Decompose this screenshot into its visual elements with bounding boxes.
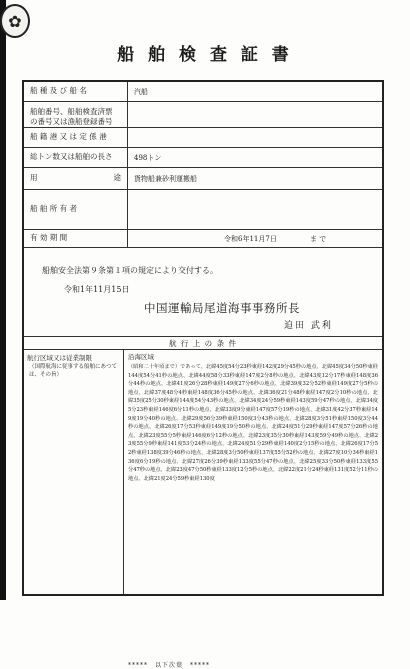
continued-marker: ***** 以下次葉 *****: [128, 662, 211, 669]
row-ship-number: [24, 102, 382, 128]
value-owner: [134, 190, 378, 229]
signer-name: 迫田 武利: [284, 321, 333, 331]
conditions-left-note: （国際航海に従事する船舶にあつては、その旨）: [29, 364, 118, 379]
label-use-left: 用: [30, 173, 38, 183]
conditions-right-cell: [128, 352, 378, 483]
row-use: [24, 168, 382, 190]
label-use: [24, 168, 128, 189]
validity-date: 令和6年11月7日: [224, 234, 277, 243]
row-validity: [24, 230, 382, 248]
conditions-header: [24, 336, 382, 350]
value-tonnage: 498トン: [134, 153, 162, 162]
certification-date: 令和1年11月15日: [64, 285, 130, 294]
row-owner: [24, 190, 382, 230]
scan-edge: [0, 0, 6, 600]
validity-until: ま で: [310, 234, 327, 243]
row-ship-name: [24, 82, 382, 102]
row-tonnage: [24, 148, 382, 168]
value-use: 貨物船兼砂利運搬船: [134, 174, 197, 183]
certification-text: 船舶安全法第９条第１項の規定により交付する。: [42, 266, 218, 275]
document-title: 船 舶 検 査 証 書: [117, 45, 293, 65]
label-ship-number-line1: 船舶番号、船舶検査済票: [30, 107, 113, 116]
row-home-port: [24, 128, 382, 148]
label-tonnage: 総トン数又は船舶の長さ: [24, 148, 128, 167]
label-home-port: 船 籍 港 又 は 定 係 港: [24, 128, 128, 147]
conditions-left-cell: [24, 350, 124, 594]
label-ship-name: 船 種 及 び 船 名: [24, 82, 128, 101]
conditions-title: 航 行 上 の 条 件: [169, 339, 237, 348]
value-ship-number: [134, 102, 378, 127]
label-ship-number: [24, 102, 128, 127]
navigation-area-text: （昭和二十年頃まで）であって、北緯45度54分23秒東経142度29分45秒の地点、北緯45度34分50秒東経144度54分41秒の地点、北緯44度58分33秒東経147度2分8秒の地点、北緯43度12分17秒東経148度36分44秒の地点、北緯41度26分28秒東経149度27分6秒の地点、北緯39度32分52秒東経149度27分5秒の地点、北緯37度48分4秒東経148度36分45秒の地点、北緯36度21分48秒東経147度2分10秒の地点、北緯35度25分30秒東経144度54分43秒の地点、北緯34度24分59秒東経143度59分47秒の地点、北緯34度5分23秒東経146度6分11秒の地点、北緯33度9分東経147度57分19秒の地点、北緯31度42分37秒東経149度19分40秒の地点、北緯29度56分39秒東経150度3分43秒の地点、北緯28度3分51秒東経150度3分44秒の地点、北緯26度17分53秒東経149度19分50秒の地点、北緯24度51分29秒東経147度57分26秒の地点、北緯23度55分5秒東経146度6分12秒の地点、北緯23度35分30秒東経143度59分49秒の地点、北緯23度55分9秒東経141度53分24秒の地点、北緯24度51分29秒東経140度2分15秒の地点、北緯26度17分52秒東経138度39分46秒の地点、北緯28度3分50秒東経137度55分52秒の地点、北緯27度10分34秒東経136度6分19秒の地点、北緯27度26分39秒東経133度55分47秒の地点、北緯25度33分50秒東経133度55分47秒の地点、北緯23度47分50秒東経133度12分5秒の地点、北緯22度21分24秒東経131度52分11秒の地点、北緯21度24分59秒東経130度: [128, 364, 378, 482]
certificate-table: [22, 80, 384, 669]
label-validity: 有 効 期 間: [24, 230, 128, 247]
navigation-area-title: 沿海区域: [128, 353, 154, 361]
value-ship-name: 汽船: [134, 87, 148, 96]
value-home-port: [134, 128, 378, 147]
label-ship-number-line2: の番号又は漁船登録番号: [30, 117, 113, 127]
label-use-right: 途: [113, 173, 121, 183]
conditions-left-heading: 航行区域又は従業制限: [27, 354, 92, 362]
label-owner: 船 舶 所 有 者: [24, 190, 128, 229]
issuing-office: 中国運輸局尾道海事事務所長: [144, 301, 300, 315]
paulownia-crest-icon: ✿: [0, 4, 30, 38]
